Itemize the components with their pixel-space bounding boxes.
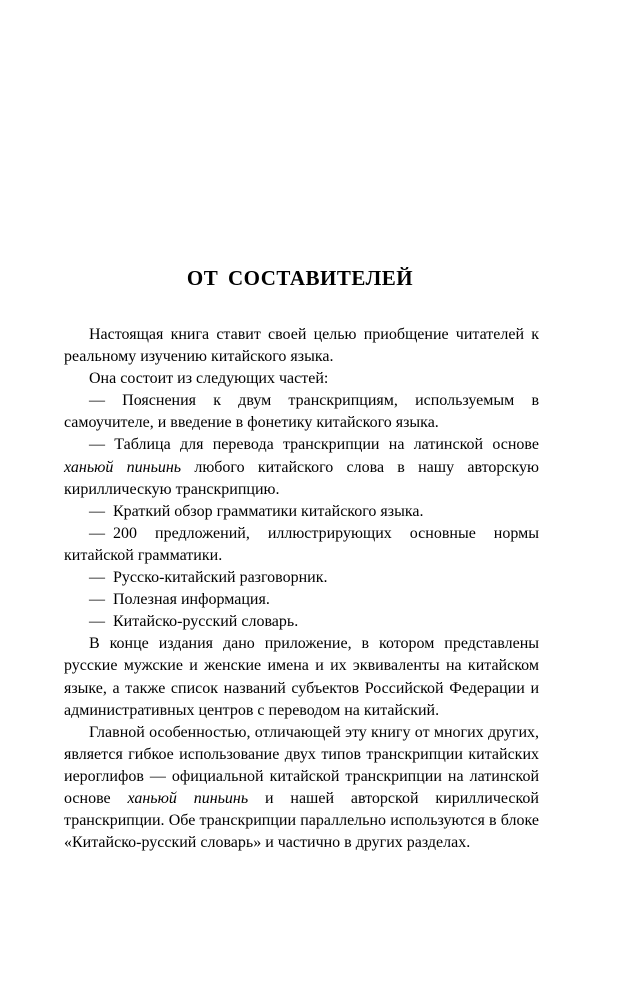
dash-mark: — (89, 613, 105, 631)
list-item-transcriptions: — Пояснения к двум транскрипциям, используемым в самоучителе, и введение в фонетику китайского языка. (64, 392, 539, 432)
page-title: ОТ СОСТАВИТЕЛЕЙ (186, 266, 414, 290)
feature-text-end: и нашей авторской кириллической транскрипции. Обе транскрипции параллельно используются в блоке «Китайско-русский словарь» и частично в других разделах. (64, 789, 539, 852)
dash-mark: — (89, 591, 105, 609)
dictionary-text: Китайско-русский словарь. (113, 613, 299, 631)
list-item-dictionary (64, 611, 539, 633)
feature-text-start: Главной особенностью, отличающей эту книгу от многих других, является гибкое использование двух типов транскрипции китайских иероглифов — официальной китайской транскрипции на латинской основе (64, 723, 539, 807)
dash-mark: — (89, 569, 105, 587)
dash-mark: — (89, 502, 105, 520)
list-item-grammar (64, 501, 539, 523)
sentences-text: 200 предложений, иллюстрирующих основные нормы китайской грамматики. (64, 524, 539, 564)
list-item-phrasebook (64, 567, 539, 589)
paragraph-appendix: В конце издания дано приложение, в котором представлены русские мужские и женские имена и их эквиваленты на китайском языке, а также список названий субъектов Российской Федерации и административных центров с переводом на китайский. (64, 635, 539, 719)
paragraph-feature (64, 722, 539, 855)
table-text-end: любого китайского слова в нашу авторскую кириллическую транскрипцию. (64, 458, 540, 498)
paragraph-intro: Настоящая книга ставит своей целью приобщение читателей к реальному изучению китайского языка. (64, 326, 539, 366)
list-item-table (64, 434, 539, 500)
table-text-start: — Таблица для перевода транскрипции на латинской основе (89, 436, 539, 454)
list-item-sentences (64, 523, 539, 567)
paragraph-parts-lead: Она состоит из следующих частей: (89, 370, 329, 388)
info-text: Полезная информация. (113, 591, 270, 609)
pinyin-term: ханьюй пиньинь (64, 458, 182, 476)
page-body (64, 324, 539, 854)
phrasebook-text: Русско-китайский разговорник. (113, 569, 328, 587)
list-item-info (64, 589, 539, 611)
pinyin-term: ханьюй пиньинь (127, 789, 249, 807)
grammar-text: Краткий обзор грамматики китайского языка. (113, 502, 424, 520)
dash-mark: — (89, 524, 105, 542)
